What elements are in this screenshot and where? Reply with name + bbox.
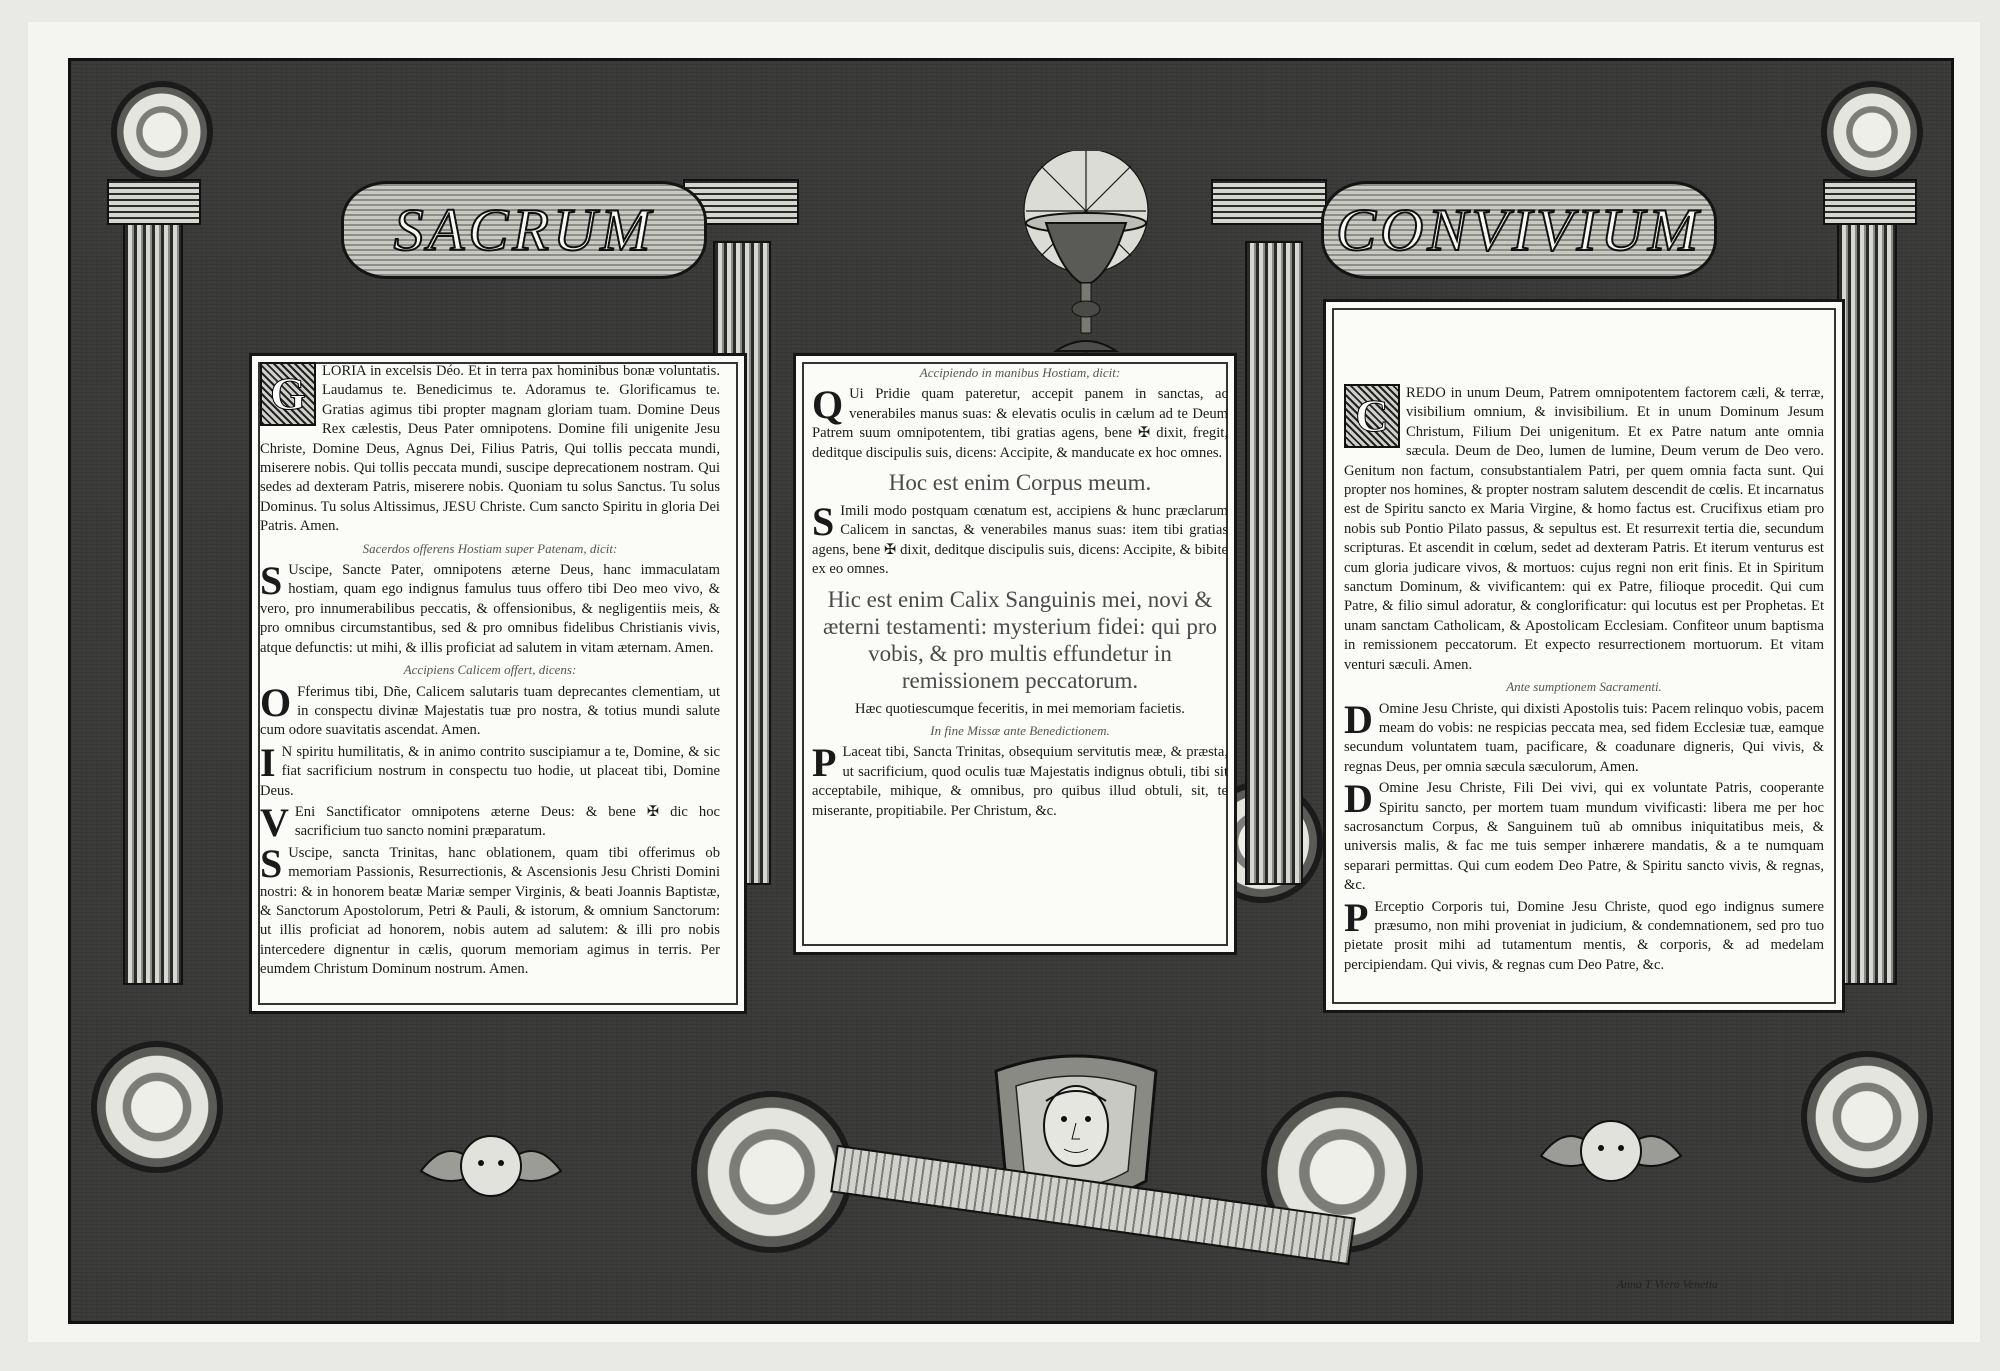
suscipe-text: Uscipe, Sancte Pater, omnipotens æterne Deus, hanc immaculatam hostiam, quam ego indignus famulus tuus offero tibi Deo meo vivo, & vero, pro innumerabilibus peccatis, & offensionibus, & negligentiis meis, & pro omnibus circumstantibus, sed & pro omnibus fidelibus Christianis vivis, atque defunctis: ut mihi, & illis proficiat ad salutem in vitam æternam. Amen. bbox=[260, 562, 720, 656]
right-column-text bbox=[1344, 384, 1824, 977]
scroll-ornament bbox=[691, 1091, 853, 1253]
suscipe-initial: S bbox=[260, 558, 283, 604]
gloria-paragraph bbox=[260, 362, 720, 537]
in-spiritu-paragraph bbox=[260, 739, 720, 801]
domine-paragraph-1 bbox=[1344, 696, 1824, 778]
column-left bbox=[123, 221, 183, 985]
consecration-chalice: Hic est enim Calix Sanguinis mei, novi & æterni testamenti: mysterium fidei: qui pro vobis, & pro multis effundetur in remissionem peccatorum. bbox=[822, 586, 1218, 693]
suscipe-paragraph bbox=[260, 558, 720, 658]
left-column-text bbox=[260, 362, 720, 982]
suscipe-trinitas-paragraph bbox=[260, 840, 720, 980]
banner-sacrum-text: SACRUM bbox=[393, 196, 655, 263]
placeat-initial: P bbox=[812, 740, 837, 786]
domine-text-1: Omine Jesu Christe, qui dixisti Apostolis tuis: Pacem relinquo vobis, pacem meam do vobis: ne respicias peccata mea, sed fidem Ecclesiæ tuæ, eamque secundum voluntatem tuam, pacificare, & coadunare digneris, Qui vivis, & regnas Deus, per omnia sæcula sæculorum, Amen. bbox=[1344, 700, 1824, 775]
rubric-offering-chalice: Accipiens Calicem offert, dicens: bbox=[403, 662, 577, 678]
credo-paragraph bbox=[1344, 384, 1824, 675]
gloria-text: LORIA in excelsis Déo. Et in terra pax hominibus bonæ voluntatis. Laudamus te. Benedicimus te. Adoramus te. Glorificamus te. Gratias agimus tibi propter magnam gloriam tuam. Domine Deus Rex cælestis, Deus Pater omnipotens. Domine fili unigenite Jesu Christe, Domine Deus, Agnus Dei, Filius Patris, Qui tollis peccata mundi, miserere nobis. Qui tollis peccata mundi, suscipe deprecationem nostram. Qui sedes ad dexteram Patris, miserere nobis. Quoniam tu solus Sanctus. Tu solus Dominus. Tu solus Altissimus, JESU Christe. Cum sancto Spiritu in gloria Dei Patris. Amen. bbox=[260, 363, 720, 535]
suscipe-trinitas-initial: S bbox=[260, 840, 283, 886]
suscipe-trinitas-text: Uscipe, sancta Trinitas, hanc oblationem, quam tibi offerimus ob memoriam Passionis, Resurrectionis, & Ascensionis Jesu Christi Domini nostri: & in honorem beatæ Mariæ semper Virginis, & beati Joannis Baptistæ, & Sanctorum Apostolorum, Petri & Pauli, & istorum, & omnium Sanctorum: ut illis proficiat ad honorem, nobis autem ad salutem: & illi pro nobis intercedere dignentur in cælis, quorum memoriam agimus in terris. Per eumdem Christum Dominum nostrum. Amen. bbox=[260, 844, 720, 978]
scroll-ornament bbox=[111, 81, 213, 183]
credo-drop-capital: C bbox=[1344, 384, 1400, 448]
cherub-right bbox=[1531, 1096, 1691, 1226]
domine-text-2: Omine Jesu Christe, Fili Dei vivi, qui ex voluntate Patris, cooperante Spiritu sancto, per mortem tuam mundum vivificasti: libera me per hoc sacrosanctum Corpus, & Sanguinem tuũ ab omnibus iniquitatibus meis, & universis malis, & fac me tuis semper inhærere mandatis, & a te numquam separari permittas. Qui cum eodem Deo Patre, & Spiritu sancto vivis, & regnas, &c. bbox=[1344, 780, 1824, 894]
qui-pridie-initial: Q bbox=[812, 382, 844, 428]
column-center-right bbox=[1245, 241, 1303, 885]
banner-sacrum bbox=[341, 181, 707, 279]
offerimus-initial: O bbox=[260, 679, 292, 725]
in-spiritu-initial: I bbox=[260, 739, 276, 785]
placeat-paragraph bbox=[812, 740, 1228, 821]
simili-paragraph bbox=[812, 499, 1228, 580]
domine-initial-2: D bbox=[1344, 776, 1373, 822]
engraving-sheet bbox=[28, 22, 1980, 1342]
haec-quotiescumque: Hæc quotiescumque feceritis, in mei memoriam facietis. bbox=[855, 700, 1185, 717]
credo-text: REDO in unum Deum, Patrem omnipotentem factorem cæli, & terræ, visibilium omnium, & invisibilium. Et in unum Dominum Jesum Christum, Filium Dei unigenitum. Et ex Patre natum ante omnia sæcula. Deum de Deo, lumen de lumine, Deum verum de Deo vero. Genitum non factum, consubstantialem Patri, per quem omnia facta sunt. Qui propter nos homines, & propter nostram salutem descendit de cœlis. Et incarnatus est de Spiritu sancto ex Maria Virgine, & homo factus est. Crucifixus etiam pro nobis sub Pontio Pilato passus, & sepultus est. Et resurrexit tertia die, secundum scripturas. Et ascendit in cœlum, sedet ad dexteram Patris. Et iterum venturus est cum gloria judicare vivos, & mortuos: cujus regni non erit finis. Et in Spiritum sanctum Dominum, & vivificantem: qui ex Patre, filioque procedit. Qui cum Patre, & filio simul adoratur, & conglorificatur: qui locutus est per Prophetas. Et unam sanctam Catholicam, & Apostolicam Ecclesiam. Confiteor unum baptisma in remissionem peccatorum. Et expecto resurrectionem mortuorum. Et vitam venturi sæculi. Amen. bbox=[1344, 385, 1824, 673]
veni-text: Eni Sanctificator omnipotens æterne Deus: & bene ✠ dic hoc sacrificium tuo sancto nomini præparatum. bbox=[294, 803, 720, 840]
rubric-taking-host: Accipiendo in manibus Hostiam, dicit: bbox=[919, 365, 1121, 380]
offerimus-text: Fferimus tibi, Dñe, Calicem salutaris tuam deprecantes clementiam, ut in conspectu divinæ Majestatis tuæ pro nostra, & totius mundi salute cum odore suavitatis ascendat. Amen. bbox=[260, 683, 720, 739]
center-column-text bbox=[812, 362, 1228, 823]
cherub-left bbox=[411, 1111, 571, 1241]
qui-pridie-paragraph bbox=[812, 382, 1228, 463]
rubric-offering-host: Sacerdos offerens Hostiam super Patenam, dicit: bbox=[362, 540, 618, 556]
banner-convivium bbox=[1321, 181, 1717, 279]
gloria-drop-capital: G bbox=[260, 362, 316, 426]
rubric-end-of-mass: In fine Missæ ante Benedictionem. bbox=[930, 723, 1110, 739]
scroll-ornament bbox=[91, 1041, 223, 1173]
domine-initial-1: D bbox=[1344, 696, 1373, 742]
in-spiritu-text: N spiritu humilitatis, & in animo contrito suscipiamur a te, Domine, & sic fiat sacrificium nostrum in conspectu tuo hodie, ut placeat tibi, Domine Deus. bbox=[260, 743, 720, 799]
capital-left bbox=[107, 179, 201, 225]
perceptio-text: Erceptio Corporis tui, Domine Jesu Christe, quod ego indignus sumere præsumo, non mihi proveniat in judicium, & condemnationem, sed pro tuo pietate prosit mihi ad tutamentum mentis, & corporis, & ad medelam percipiendam. Qui vivis, & regnas cum Deo Patre, &c. bbox=[1344, 898, 1824, 973]
consecration-host: Hoc est enim Corpus meum. bbox=[888, 470, 1152, 496]
simili-initial: S bbox=[812, 499, 835, 545]
scroll-ornament bbox=[1821, 81, 1923, 183]
veni-initial: V bbox=[260, 799, 289, 845]
qui-pridie-text: Ui Pridie quam pateretur, accepit panem in sanctas, ac venerabiles manus suas: & elevatis oculis in cælum ad te Deum Patrem suum omnipotentem, tibi gratias agens, bene ✠ dixit, fregit, deditque discipulis suis, dicens: Accipite, & manducate ex hoc omnes. bbox=[812, 386, 1228, 461]
banner-convivium-text: CONVIVIUM bbox=[1336, 196, 1702, 263]
domine-paragraph-2 bbox=[1344, 776, 1824, 895]
offerimus-paragraph bbox=[260, 679, 720, 741]
rubric-before-communion: Ante sumptionem Sacramenti. bbox=[1506, 679, 1662, 695]
perceptio-initial: P bbox=[1344, 894, 1369, 940]
capital-right bbox=[1823, 179, 1917, 225]
chalice-illustration bbox=[1001, 151, 1171, 381]
veni-paragraph bbox=[260, 799, 720, 845]
engraver-signature: Anna T Viero Venetia bbox=[1616, 1277, 1718, 1291]
capital-center-right bbox=[1211, 179, 1327, 225]
placeat-text: Laceat tibi, Sancta Trinitas, obsequium servitutis meæ, & præsta, ut sacrificium, quod oculis tuæ Majestatis indignus obtuli, tibi sit acceptabile, mihique, & omnibus, pro quibus illud obtuli, sit, te miserante, propitiabile. Per Christum, &c. bbox=[812, 744, 1228, 819]
column-right bbox=[1837, 221, 1897, 985]
perceptio-paragraph bbox=[1344, 894, 1824, 976]
simili-text: Imili modo postquam cœnatum est, accipiens & hunc præclarum Calicem in sanctas, & venerabiles manus suas: item tibi gratias agens, bene ✠ dixit, deditque discipulis suis, dicens: Accipite, & bibite ex eo omnes. bbox=[812, 503, 1228, 578]
scroll-ornament bbox=[1801, 1051, 1933, 1183]
